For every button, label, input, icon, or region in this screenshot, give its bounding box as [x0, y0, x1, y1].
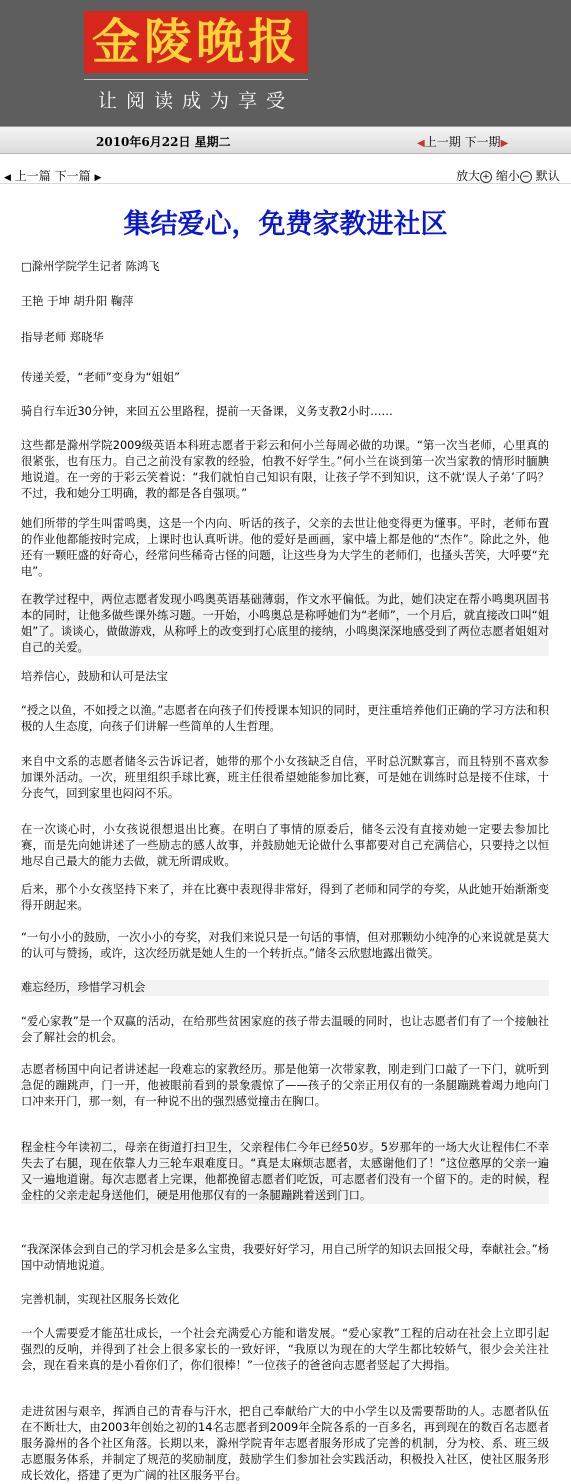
issue-date: 2010年6月22日 星期二 — [96, 135, 231, 149]
article-navigation — [4, 167, 101, 184]
default-size-link[interactable]: 默认 — [535, 169, 560, 183]
article-toolbar — [0, 162, 571, 188]
zoom-in-icon[interactable]: + — [480, 171, 492, 183]
prev-issue-link[interactable]: 上一期 — [424, 135, 461, 149]
arrow-right-icon: ▶ — [500, 138, 509, 149]
paragraph: 她们所带的学生叫雷鸣奥，这是一个内向、听话的孩子，父亲的去世让他变得更为懂事。平时，老师布置的作业他都能按时完成，上课时也认真听讲。他的爱好是画画，家中墙上都是他的“杰作”。除此之外，他还有一颗旺盛的好奇心，经常问些稀奇古怪的问题，让这些身为大学生的老师们，也搔头苦笑，大呼要“充电”。 — [21, 517, 549, 578]
byline-reporters: □滁州学院学生记者 陈鸿飞 — [21, 260, 160, 273]
section-heading: 难忘经历，珍惜学习机会 — [21, 980, 549, 996]
paragraph: 在一次谈心时，小女孩说很想退出比赛。在明白了事情的原委后，储冬云没有直接劝她一定要去参加比赛，而是先向她讲述了一些励志的感人故事，并鼓励她无论做什么事都要对自己充满信心，只要持之以恒地尽自己最大的能力去做，就无所谓成败。 — [21, 823, 549, 868]
masthead — [0, 0, 571, 126]
zoom-in-link[interactable]: 放大 — [456, 169, 481, 183]
paragraph: 程金柱今年读初二，母亲在街道打扫卫生，父亲程伟仁今年已经50岁。5岁那年的一场大火让程伟仁不幸失去了右腿，现在依靠人力三轮车艰难度日。“真是太麻烦志愿者，太感谢他们了！”这位憨厚的父亲一遍又一遍地道谢。每次志愿者上完课，他都挽留志愿者们吃饭，可志愿者们没有一个留下的。走的时候，程金柱的父亲走起身送他们，硬是用他那仅有的一条腿蹦跳着送到门口。 — [21, 1141, 549, 1202]
next-issue-link[interactable]: 下一期 — [464, 135, 501, 149]
section-heading: 传递关爱，“老师”变身为“姐姐” — [21, 371, 180, 384]
next-article-link[interactable]: 下一篇 — [54, 169, 91, 183]
section-heading: 培养信心，鼓励和认可是法宝 — [21, 670, 168, 683]
arrow-left-icon: ◀ — [4, 173, 11, 183]
paragraph: 走进贫困与艰辛，挥洒自己的青春与汗水，把自己奉献给广大的中小学生以及需要帮助的人。志愿者队伍在不断壮大，由2003年创始之初的14名志愿者到2009年全院各系的一百多名，再到现在的数百名志愿者服务滁州的各个社区角落。长期以来，滁州学院青年志愿者服务形成了完善的机制，分为校、系、班三级志愿服务体系，并制定了规范的奖励制度，鼓励学生们参加社会实践活动，积极投入社区，使社区服务形成长效化，搭建了更为广阔的社区服务平台。 — [21, 1405, 549, 1482]
zoom-controls — [456, 167, 560, 184]
logo-divider — [84, 79, 308, 80]
prev-article-link[interactable]: 上一篇 — [14, 169, 51, 183]
arrow-right-icon: ▶ — [94, 173, 102, 183]
paragraph: “授之以鱼，不如授之以渔。”志愿者在向孩子们传授课本知识的同时，更注重培养他们正确的学习方法和积极的人生态度，向孩子们讲解一些简单的人生哲理。 — [21, 704, 549, 733]
byline-coauthors: 王艳 于坤 胡升阳 鞠萍 — [21, 295, 134, 308]
paragraph: 一个人需要爱才能茁壮成长，一个社会充满爱心方能和谐发展。“爱心家教”工程的启动在社会上立即引起强烈的反响，并得到了社会上很多家长的一致好评，“我原以为现在的大学生都比较娇气，很少会关注社会，现在看来真的是小看你们了，你们很棒！”一位孩子的爸爸向志愿者竖起了大拇指。 — [21, 1327, 549, 1372]
paragraph: 来自中文系的志愿者储冬云告诉记者，她带的那个小女孩缺乏自信，平时总沉默寡言，而且特别不喜欢参加课外活动。一次，班里组织手球比赛，班主任很希望她能参加比赛，可是她在训练时总是接不住球，十分丧气，回到家里也闷闷不乐。 — [21, 755, 549, 800]
newspaper-logo[interactable] — [84, 11, 308, 73]
zoom-out-link[interactable]: 缩小 — [495, 169, 520, 183]
slogan: 让阅读成为享受 — [97, 90, 294, 112]
paragraph: 骑自行车近30分钟，来回五公里路程，提前一天备课，义务支教2小时…… — [21, 405, 393, 418]
date-bar — [0, 126, 571, 154]
issue-navigation — [417, 133, 508, 150]
paragraph: “我深深体会到自己的学习机会是多么宝贵，我要好好学习，用自己所学的知识去回报父母，奉献社会。”杨国中动情地说道。 — [21, 1243, 549, 1272]
toolbar-divider — [0, 183, 571, 184]
paragraph: “一句小小的鼓励，一次小小的夸奖，对我们来说只是一句话的事情，但对那颗幼小纯净的心来说就是莫大的认可与赞扬，或许，这次经历就是她人生的一个转折点。”储冬云欣慰地露出微笑。 — [21, 931, 549, 960]
arrow-left-icon: ◀ — [417, 138, 425, 149]
logo-text: 金陵晚报 — [91, 14, 300, 70]
paragraph: 这些都是滁州学院2009级英语本科班志愿者于彩云和何小兰每周必做的功课。“第一次当老师，心里真的很紧张，也有压力。自己之前没有家教的经验，怕教不好学生。”何小兰在谈到第一次当家教的情形时腼腆地说道。在一旁的于彩云笑着说：“我们就怕自己知识有限，让孩子学不到知识，这不就‘误人子弟’了吗？不过，我和她分工明确，教的都是各自强项。” — [21, 439, 549, 500]
byline-advisor: 指导老师 郑晓华 — [21, 331, 104, 344]
paragraph: 在教学过程中，两位志愿者发现小鸣奥英语基础薄弱，作文水平偏低。为此，她们决定在帮小鸣奥巩固书本的同时，让他多做些课外练习题。一开始，小鸣奥总是称呼她们为“老师”，一个月后，就直接改口叫“姐姐”了。谈谈心，做做游戏，从称呼上的改变到打心底里的接纳，小鸣奥深深地感受到了两位志愿者姐姐对自己的关爱。 — [21, 593, 549, 654]
section-heading: 完善机制，实现社区服务长效化 — [21, 1293, 180, 1306]
paragraph: “爱心家教”是一个双赢的活动，在给那些贫困家庭的孩子带去温暖的同时，也让志愿者们有了一个接触社会了解社会的机会。 — [21, 1015, 549, 1044]
paragraph: 志愿者杨国中向记者讲述起一段难忘的家教经历。那是他第一次带家教，刚走到门口敲了一下门，就听到急促的蹦跳声，门一开，他被眼前看到的景象震惊了——孩子的父亲正用仅有的一条腿蹦跳着竭力地向门口冲来开门，那一刻，有一种说不出的强烈感觉撞击在胸口。 — [21, 1063, 549, 1108]
paragraph: 后来，那个小女孩坚持下来了，并在比赛中表现得非常好，得到了老师和同学的夸奖，从此她开始渐渐变得开朗起来。 — [21, 883, 549, 912]
zoom-out-icon[interactable]: − — [520, 171, 532, 183]
article-title: 集结爱心，免费家教进社区 — [123, 209, 448, 240]
